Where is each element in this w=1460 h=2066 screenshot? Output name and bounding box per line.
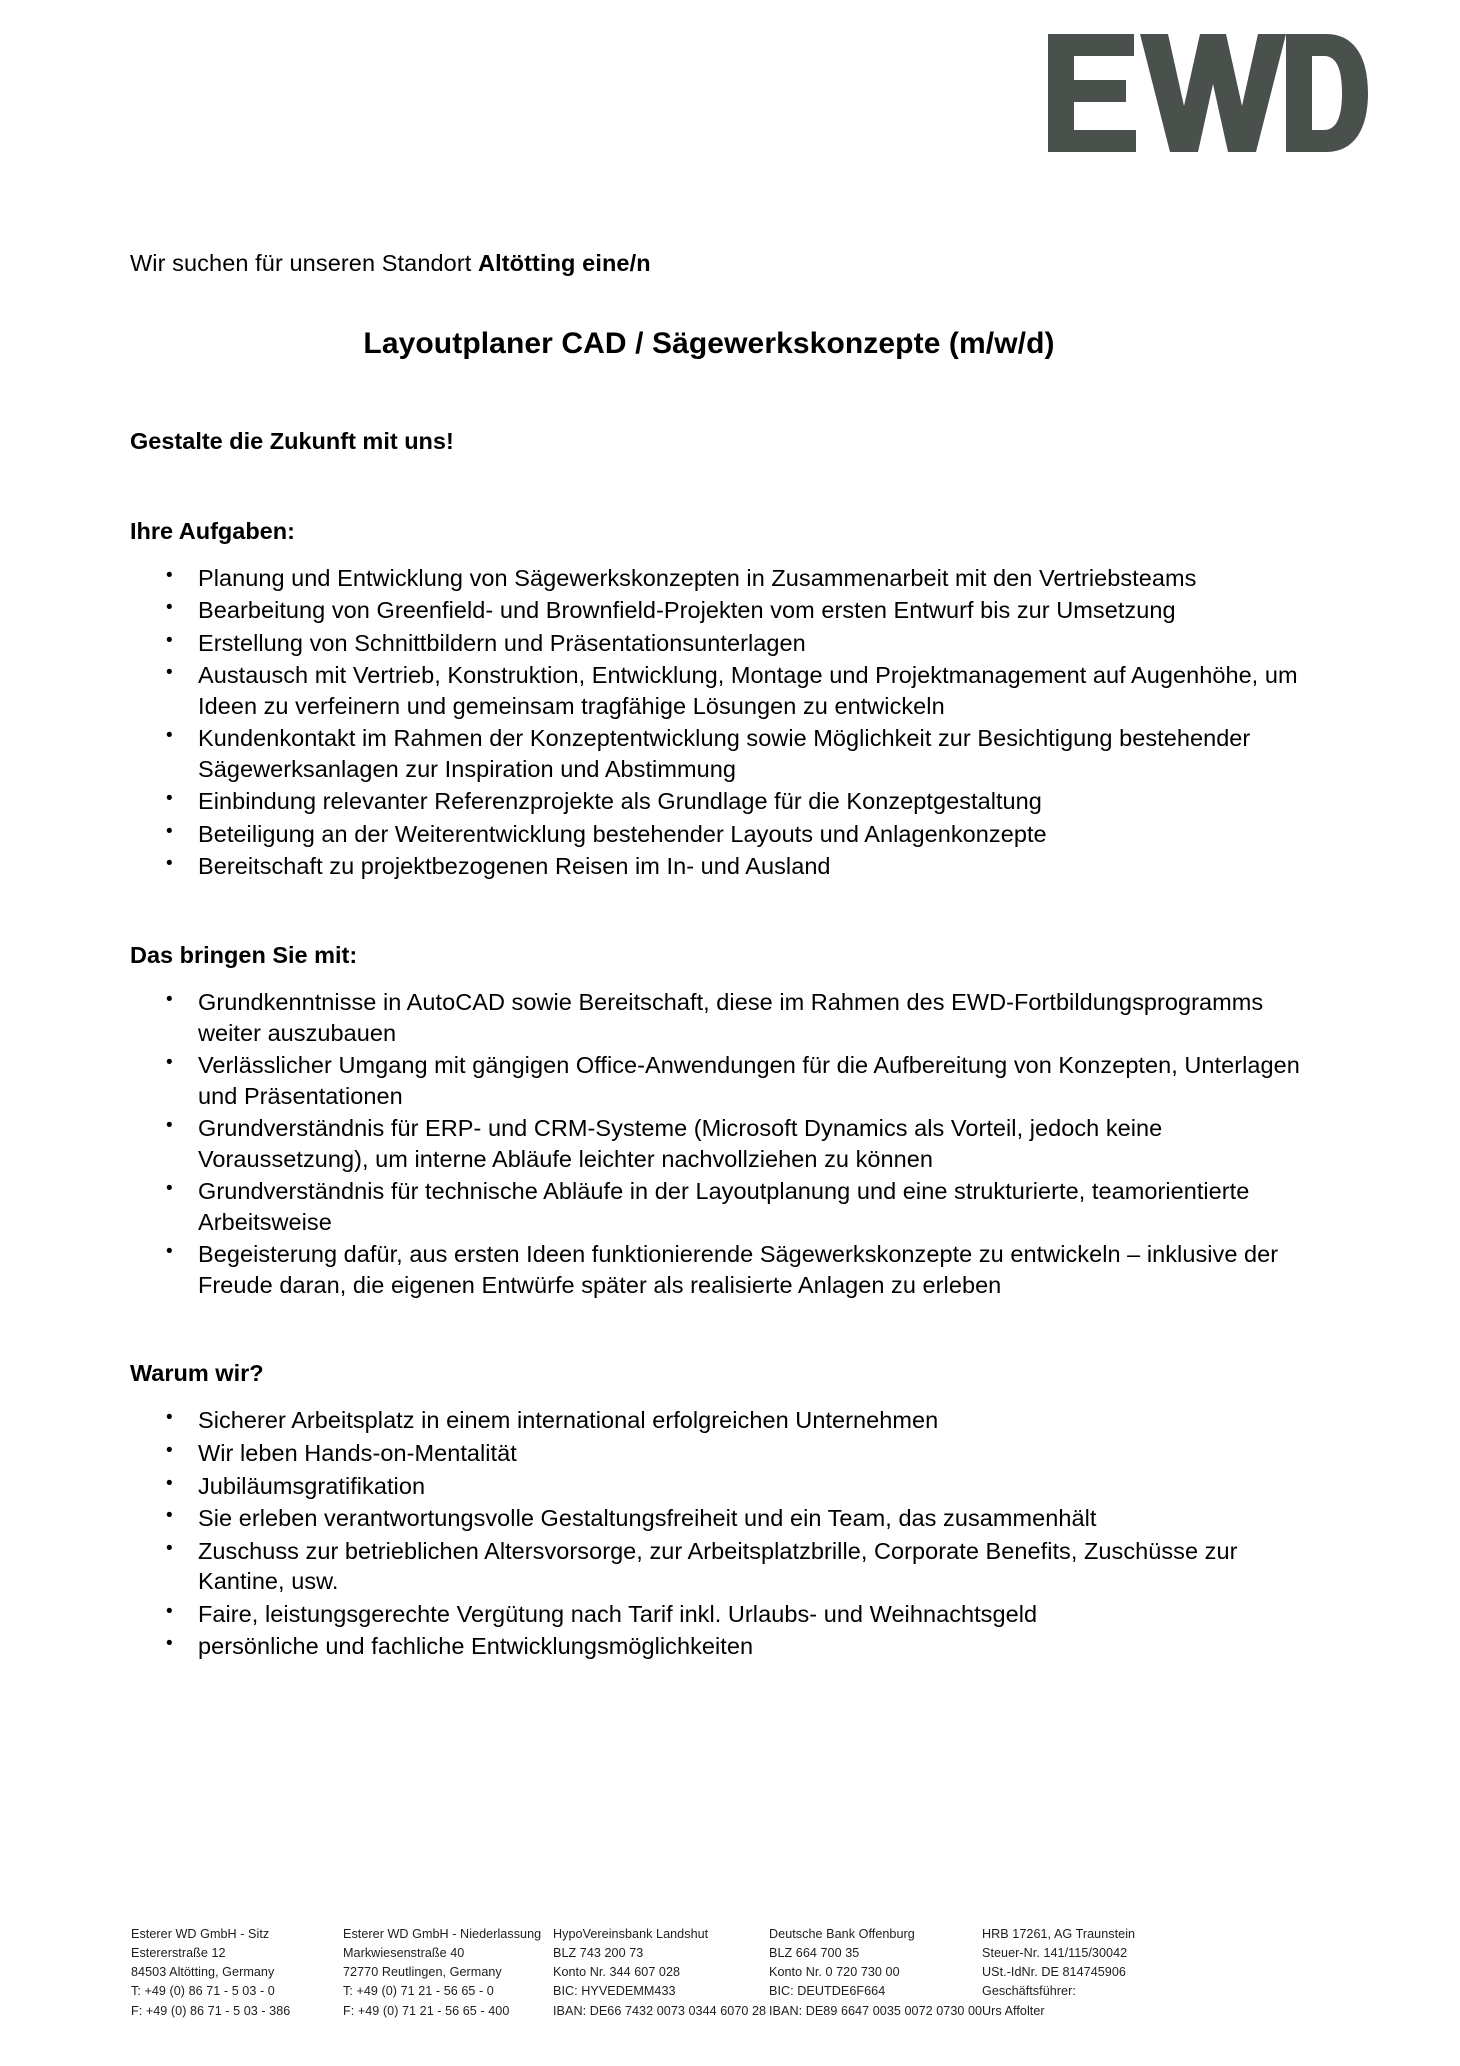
- list-item: • Erstellung von Schnittbildern und Präsentationsunterlagen: [130, 628, 1328, 659]
- list-item: • Sie erleben verantwortungsvolle Gestaltungsfreiheit und ein Team, das zusammenhält: [130, 1503, 1328, 1534]
- page-title: Layoutplaner CAD / Sägewerkskonzepte (m/w/d): [363, 326, 1055, 360]
- footer-line: F: +49 (0) 86 71 - 5 03 - 386: [131, 2003, 291, 2018]
- footer-line: BLZ 743 200 73: [553, 1946, 644, 1961]
- footer-line: Esterer WD GmbH - Sitz: [131, 1927, 270, 1941]
- list-item: • Begeisterung dafür, aus ersten Ideen funktionierende Sägewerkskonzepte zu entwickeln – inklusive der Freude daran, die eigenen Entwürfe später als realisierte Anlagen zu erleben: [130, 1239, 1328, 1300]
- footer-line: BLZ 664 700 35: [769, 1946, 860, 1961]
- footer-line: IBAN: DE66 7432 0073 0344 6070 28: [553, 2003, 767, 2018]
- list-item: • Bereitschaft zu projektbezogenen Reisen im In- und Ausland: [130, 851, 1328, 882]
- list-item: • Beteiligung an der Weiterentwicklung bestehender Layouts und Anlagenkonzepte: [130, 819, 1328, 850]
- list-item: • Kundenkontakt im Rahmen der Konzeptentwicklung sowie Möglichkeit zur Besichtigung bestehender Sägewerksanlagen zur Inspiration und Abstimmung: [130, 723, 1328, 784]
- footer-col-bank-hypo: [553, 1925, 769, 2021]
- list-item: • Einbindung relevanter Referenzprojekte als Grundlage für die Konzeptgestaltung: [130, 786, 1328, 817]
- list-item: • Faire, leistungsgerechte Vergütung nach Tarif inkl. Urlaubs- und Weihnachtsgeld: [130, 1599, 1328, 1630]
- intro-line: [130, 248, 1328, 279]
- list-item: • Wir leben Hands-on-Mentalität: [130, 1438, 1328, 1469]
- document-content: [130, 248, 1328, 1664]
- footer-line: T: +49 (0) 71 21 - 56 65 - 0: [343, 1984, 494, 1999]
- footer-col-register: [982, 1925, 1202, 2021]
- list-aufgaben: [130, 563, 1328, 882]
- section-heading-warum: Warum wir?: [130, 1360, 264, 1387]
- footer-line: Konto Nr. 344 607 028: [553, 1965, 681, 1980]
- footer-line: HypoVereinsbank Landshut: [553, 1927, 709, 1941]
- list-item: • Grundverständnis für ERP- und CRM-Systeme (Microsoft Dynamics als Vorteil, jedoch keine Voraussetzung), um interne Abläufe leichter nachvollziehen zu können: [130, 1113, 1328, 1174]
- footer-line: BIC: HYVEDEMM433: [553, 1984, 676, 1999]
- footer-line: T: +49 (0) 86 71 - 5 03 - 0: [131, 1984, 275, 1999]
- list-item: • Austausch mit Vertrieb, Konstruktion, Entwicklung, Montage und Projektmanagement auf Augenhöhe, um Ideen zu verfeinern und gemeinsam tragfähige Lösungen zu entwickeln: [130, 660, 1328, 721]
- intro-location: Altötting eine/n: [478, 250, 651, 276]
- list-item: • Bearbeitung von Greenfield- und Brownfield-Projekten vom ersten Entwurf bis zur Umsetzung: [130, 595, 1328, 626]
- footer-line: Urs Affolter: [982, 2003, 1045, 2018]
- list-item: • persönliche und fachliche Entwicklungsmöglichkeiten: [130, 1631, 1328, 1662]
- footer-line: HRB 17261, AG Traunstein: [982, 1927, 1136, 1941]
- lead-headline: Gestalte die Zukunft mit uns!: [130, 427, 454, 454]
- footer-line: Deutsche Bank Offenburg: [769, 1927, 915, 1941]
- footer-line: Konto Nr. 0 720 730 00: [769, 1965, 900, 1980]
- footer-line: Esterer WD GmbH - Niederlassung: [343, 1927, 542, 1941]
- footer-line: BIC: DEUTDE6F664: [769, 1984, 886, 1999]
- footer-line: F: +49 (0) 71 21 - 56 65 - 400: [343, 2003, 510, 2018]
- list-warum: [130, 1405, 1328, 1661]
- list-item: • Jubiläumsgratifikation: [130, 1471, 1328, 1502]
- footer-line: Geschäftsführer:: [982, 1984, 1076, 1999]
- footer-line: 84503 Altötting, Germany: [131, 1965, 275, 1980]
- list-item: • Zuschuss zur betrieblichen Altersvorsorge, zur Arbeitsplatzbrille, Corporate Benefits, Zuschüsse zur Kantine, usw.: [130, 1536, 1328, 1597]
- list-item: • Sicherer Arbeitsplatz in einem international erfolgreichen Unternehmen: [130, 1405, 1328, 1436]
- list-item: • Grundkenntnisse in AutoCAD sowie Bereitschaft, diese im Rahmen des EWD-Fortbildungsprogramms weiter auszubauen: [130, 987, 1328, 1048]
- footer-col-sitz: [131, 1925, 343, 2021]
- footer-line: 72770 Reutlingen, Germany: [343, 1965, 502, 1980]
- footer-line: Markwiesenstraße 40: [343, 1946, 465, 1961]
- list-item: • Verlässlicher Umgang mit gängigen Office-Anwendungen für die Aufbereitung von Konzepten, Unterlagen und Präsentationen: [130, 1050, 1328, 1111]
- ewd-logo: [1048, 34, 1368, 152]
- section-heading-aufgaben: Ihre Aufgaben:: [130, 517, 295, 544]
- ewd-logo-icon: [1048, 34, 1368, 152]
- footer-line: IBAN: DE89 6647 0035 0072 0730 00: [769, 2003, 983, 2018]
- footer-line: Estererstraße 12: [131, 1946, 226, 1961]
- footer-col-bank-deutsche: [769, 1925, 982, 2021]
- footer-col-niederlassung: [343, 1925, 553, 2021]
- list-bringen: [130, 987, 1328, 1300]
- section-heading-bringen: Das bringen Sie mit:: [130, 942, 358, 969]
- list-item: • Planung und Entwicklung von Sägewerkskonzepten in Zusammenarbeit mit den Vertriebsteams: [130, 563, 1328, 594]
- footer-line: USt.-IdNr. DE 814745906: [982, 1965, 1126, 1980]
- list-item: • Grundverständnis für technische Abläufe in der Layoutplanung und eine strukturierte, teamorientierte Arbeitsweise: [130, 1176, 1328, 1237]
- intro-prefix: Wir suchen für unseren Standort: [130, 250, 479, 276]
- footer-line: Steuer-Nr. 141/115/30042: [982, 1946, 1128, 1961]
- page-footer: [131, 1925, 1331, 2021]
